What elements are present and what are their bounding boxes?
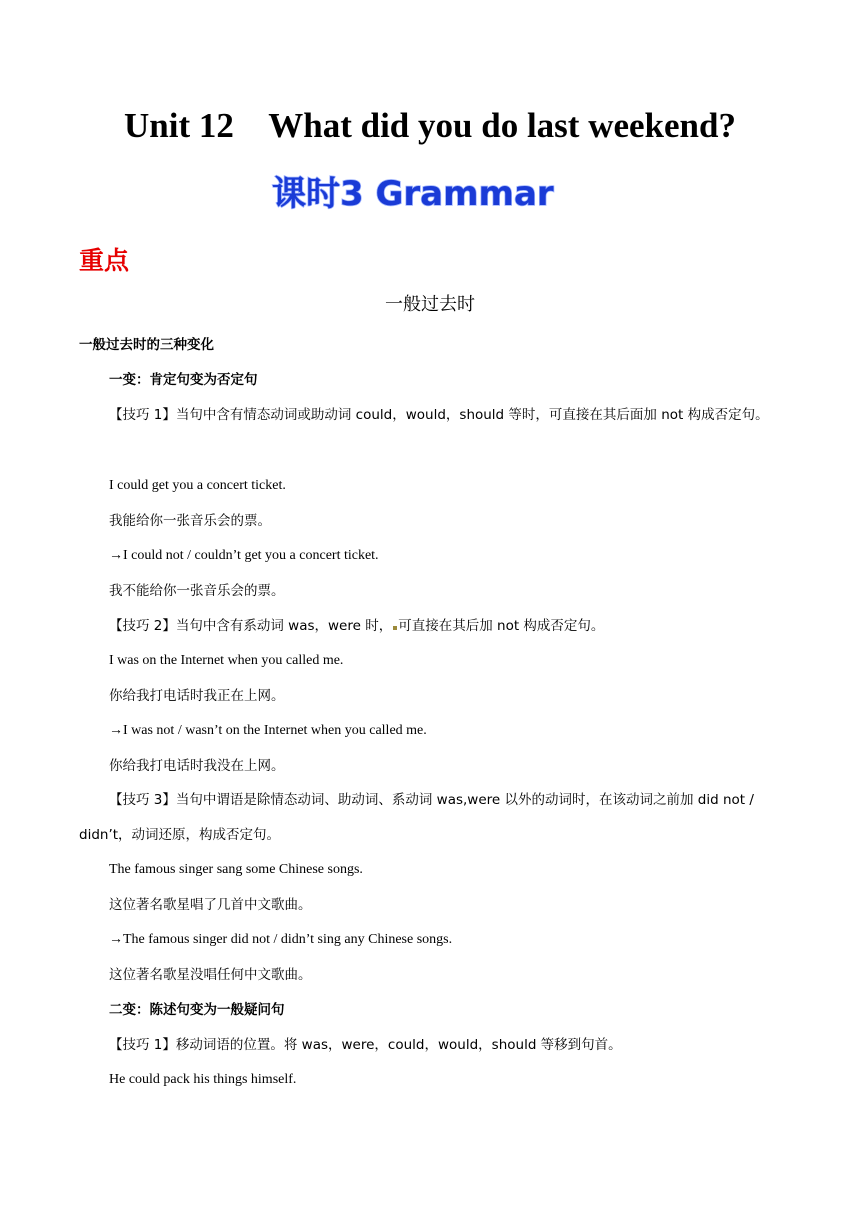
editing-mark (393, 626, 397, 630)
example2-negative-chinese: 你给我打电话时我没在上网。 (109, 758, 285, 774)
example3-chinese: 这位著名歌星唱了几首中文歌曲。 (109, 897, 312, 913)
change2-heading: 二变：陈述句变为一般疑问句 (109, 1002, 285, 1018)
example3-negative-chinese: 这位著名歌星没唱任何中文歌曲。 (109, 967, 312, 983)
example1-negative-english: →I could not / couldn’t get you a concert ticket. (109, 548, 379, 563)
lesson-subtitle-artwork (270, 170, 590, 214)
tip1-paragraph: 【技巧 1】当句中含有情态动词或助动词 could，would，should 等时，可直接在其后面加 not 构成否定句。 (109, 407, 769, 423)
tip2-line (109, 616, 604, 636)
lesson-subtitle-svg (270, 170, 590, 214)
example1-chinese: 我能给你一张音乐会的票。 (109, 513, 271, 529)
example1-english: I could get you a concert ticket. (109, 478, 286, 493)
subheading-three-changes: 一般过去时的三种变化 (79, 337, 214, 353)
example2-english: I was on the Internet when you called me. (109, 653, 344, 668)
example3-negative-english: →The famous singer did not / didn’t sing any Chinese songs. (109, 932, 453, 947)
section-title: 一般过去时 (385, 294, 475, 315)
tip3-paragraph: 【技巧 3】当句中谓语是除情态动词、助动词、系动词 was,were 以外的动词时，在该动词之前加 did not / didn’t，动词还原，构成否定句。 (79, 792, 754, 843)
change1-heading: 一变：肯定句变为否定句 (109, 372, 258, 388)
tip2-text-part2: 可直接在其后加 not 构成否定句。 (398, 618, 605, 634)
example1-negative-chinese: 我不能给你一张音乐会的票。 (109, 583, 285, 599)
example3-english: The famous singer sang some Chinese songs. (109, 862, 363, 877)
example2-chinese: 你给我打电话时我正在上网。 (109, 688, 285, 704)
lesson-subtitle-text: 课时3 Grammar (272, 174, 554, 214)
tip4-line: 【技巧 1】移动词语的位置。将 was，were，could，would，should 等移到句首。 (109, 1037, 622, 1053)
example4-english: He could pack his things himself. (109, 1072, 297, 1087)
page-title: Unit 12 What did you do last weekend? (124, 106, 736, 145)
key-points-heading: 重点 (79, 246, 130, 275)
example2-negative-english: →I was not / wasn’t on the Internet when you called me. (109, 723, 427, 738)
tip2-text-part1: 【技巧 2】当句中含有系动词 was，were 时， (109, 618, 393, 634)
